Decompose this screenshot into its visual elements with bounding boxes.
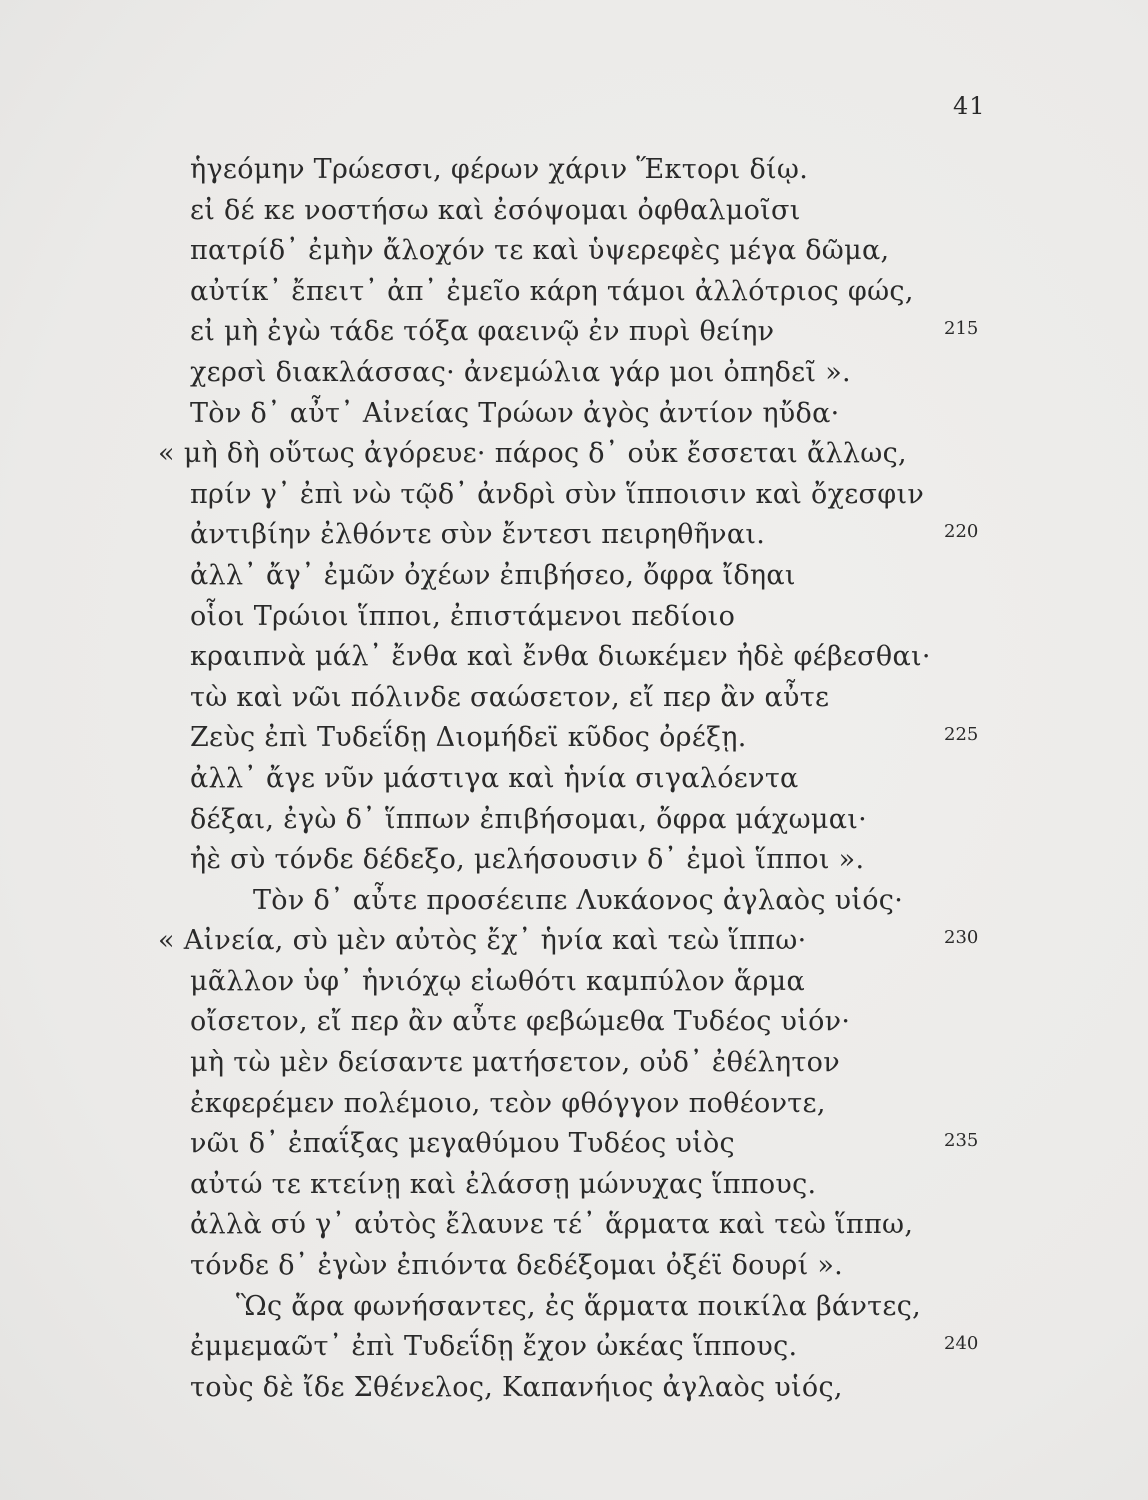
line-number: 220 bbox=[944, 521, 979, 543]
verse-line bbox=[0, 759, 1148, 800]
verse-line bbox=[0, 1205, 1148, 1246]
verse-line bbox=[0, 1124, 1148, 1165]
verse-text: δέξαι, ἐγὼ δ᾽ ἵππων ἐπιβήσομαι, ὄφρα μάχωμαι· bbox=[190, 803, 868, 835]
verse-text: εἰ μὴ ἐγὼ τάδε τόξα φαεινῷ ἐν πυρὶ θείην bbox=[190, 316, 775, 348]
line-number: 240 bbox=[944, 1333, 979, 1355]
verse-text: μὴ τὼ μὲν δείσαντε ματήσετον, οὐδ᾽ ἐθέλητον bbox=[190, 1047, 840, 1079]
verse-text: ἐμμεμαῶτ᾽ ἐπὶ Τυδεΐδῃ ἔχον ὠκέας ἵππους. bbox=[190, 1331, 798, 1363]
verse-line bbox=[0, 475, 1148, 516]
verse-line bbox=[0, 1368, 1148, 1409]
verse-line bbox=[0, 718, 1148, 759]
verse-text: « Αἰνεία, σὺ μὲν αὐτὸς ἔχ᾽ ἡνία καὶ τεὼ ἵππω· bbox=[158, 925, 807, 957]
verse-text: τὼ καὶ νῶι πόλινδε σαώσετον, εἴ περ ἂν αὖτε bbox=[190, 681, 830, 713]
verse-text: αὐτίκ᾽ ἔπειτ᾽ ἀπ᾽ ἐμεῖο κάρη τάμοι ἀλλότριος φώς, bbox=[190, 275, 914, 307]
verse-text: Τὸν δ᾽ αὖτε προσέειπε Λυκάονος ἀγλαὸς υἱός· bbox=[253, 884, 904, 916]
verse-line bbox=[0, 1002, 1148, 1043]
verse-line bbox=[0, 556, 1148, 597]
line-number: 215 bbox=[944, 318, 979, 340]
verse-line bbox=[0, 353, 1148, 394]
line-number: 230 bbox=[944, 927, 979, 949]
verse-line bbox=[0, 1084, 1148, 1125]
verse-text: πατρίδ᾽ ἐμὴν ἄλοχόν τε καὶ ὑψερεφὲς μέγα δῶμα, bbox=[190, 235, 890, 267]
verse-text: Ζεὺς ἐπὶ Τυδεΐδῃ Διομήδεϊ κῦδος ὀρέξῃ. bbox=[190, 722, 747, 754]
verse-line bbox=[0, 231, 1148, 272]
verse-text: Τὸν δ᾽ αὖτ᾽ Αἰνείας Τρώων ἀγὸς ἀντίον ηὔδα· bbox=[190, 397, 840, 429]
verse-line bbox=[0, 1165, 1148, 1206]
verse-text: « μὴ δὴ οὕτως ἀγόρευε· πάρος δ᾽ οὐκ ἔσσεται ἄλλως, bbox=[158, 438, 907, 470]
verse-text: εἰ δέ κε νοστήσω καὶ ἐσόψομαι ὀφθαλμοῖσι bbox=[190, 194, 801, 226]
page-number: 41 bbox=[953, 92, 986, 120]
verse-text: ἠὲ σὺ τόνδε δέδεξο, μελήσουσιν δ᾽ ἐμοὶ ἵπποι ». bbox=[190, 844, 865, 876]
verse-line bbox=[0, 881, 1148, 922]
verse-line bbox=[0, 515, 1148, 556]
verse-text: κραιπνὰ μάλ᾽ ἔνθα καὶ ἔνθα διωκέμεν ἠδὲ φέβεσθαι· bbox=[190, 641, 931, 673]
verse-text: οἷοι Τρώιοι ἵπποι, ἐπιστάμενοι πεδίοιο bbox=[190, 600, 736, 632]
verse-text: αὐτώ τε κτείνῃ καὶ ἐλάσσῃ μώνυχας ἵππους. bbox=[190, 1168, 817, 1200]
verse-line bbox=[0, 191, 1148, 232]
verse-text: μᾶλλον ὑφ᾽ ἡνιόχῳ εἰωθότι καμπύλον ἅρμα bbox=[190, 965, 806, 997]
verse-line bbox=[0, 921, 1148, 962]
verse-line bbox=[0, 312, 1148, 353]
verse-text: Ὣς ἄρα φωνήσαντες, ἐς ἅρματα ποικίλα βάντες, bbox=[236, 1290, 922, 1322]
verse-line bbox=[0, 1287, 1148, 1328]
verse-line bbox=[0, 840, 1148, 881]
verse-line bbox=[0, 678, 1148, 719]
verse-list bbox=[0, 150, 1148, 1408]
verse-line bbox=[0, 1043, 1148, 1084]
line-number: 225 bbox=[944, 724, 979, 746]
verse-text: ἀλλ᾽ ἄγ᾽ ἐμῶν ὀχέων ἐπιβήσεο, ὄφρα ἴδηαι bbox=[190, 559, 796, 591]
verse-text: ἀντιβίην ἐλθόντε σὺν ἔντεσι πειρηθῆναι. bbox=[190, 519, 766, 551]
verse-text: χερσὶ διακλάσσας· ἀνεμώλια γάρ μοι ὀπηδεῖ ». bbox=[190, 356, 851, 388]
verse-text: ἐκφερέμεν πολέμοιο, τεὸν φθόγγον ποθέοντε, bbox=[190, 1087, 826, 1119]
verse-text: οἴσετον, εἴ περ ἂν αὖτε φεβώμεθα Τυδέος υἱόν· bbox=[190, 1006, 851, 1038]
verse-line bbox=[0, 394, 1148, 435]
verse-text: τόνδε δ᾽ ἐγὼν ἐπιόντα δεδέξομαι ὀξέϊ δουρί ». bbox=[190, 1250, 844, 1282]
verse-line bbox=[0, 150, 1148, 191]
verse-line bbox=[0, 597, 1148, 638]
verse-text: ἡγεόμην Τρώεσσι, φέρων χάριν Ἕκτορι δίῳ. bbox=[190, 154, 809, 185]
verse-text: πρίν γ᾽ ἐπὶ νὼ τῷδ᾽ ἀνδρὶ σὺν ἵπποισιν καὶ ὄχεσφιν bbox=[190, 478, 925, 510]
verse-text: νῶι δ᾽ ἐπαΐξας μεγαθύμου Τυδέος υἱὸς bbox=[190, 1128, 735, 1160]
verse-text: ἀλλὰ σύ γ᾽ αὐτὸς ἔλαυνε τέ᾽ ἅρματα καὶ τεὼ ἵππω, bbox=[190, 1209, 914, 1241]
verse-line bbox=[0, 272, 1148, 313]
verse-text: ἀλλ᾽ ἄγε νῦν μάστιγα καὶ ἡνία σιγαλόεντα bbox=[190, 762, 799, 794]
verse-line bbox=[0, 962, 1148, 1003]
verse-line bbox=[0, 637, 1148, 678]
verse-text: τοὺς δὲ ἴδε Σθένελος, Καπανήιος ἀγλαὸς υἱός, bbox=[190, 1371, 843, 1403]
verse-line bbox=[0, 434, 1148, 475]
verse-line bbox=[0, 1327, 1148, 1368]
line-number: 235 bbox=[944, 1130, 979, 1152]
verse-line bbox=[0, 800, 1148, 841]
verse-line bbox=[0, 1246, 1148, 1287]
